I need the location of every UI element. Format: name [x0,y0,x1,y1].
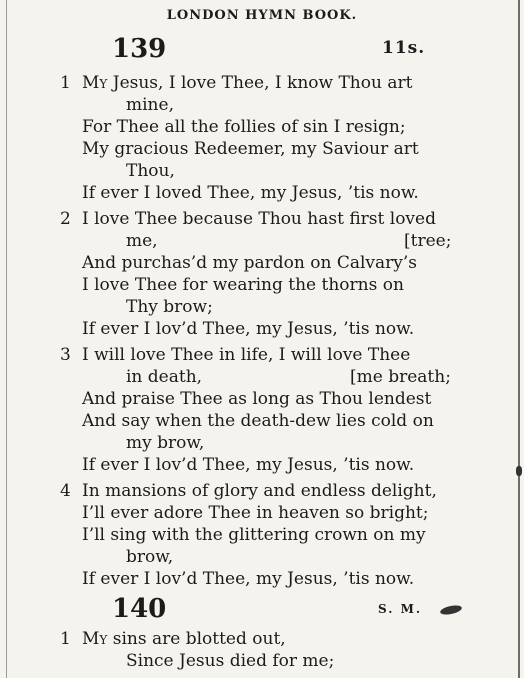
verse-line: I love Thee for wearing the thorns on [82,275,404,295]
verse-line: And praise Thee as long as Thou lendest [82,389,432,409]
verse-line: in death, [126,367,203,387]
verse-first-word: My [82,629,108,649]
verse-line-text: sins are blotted out, [107,629,286,649]
verse-number: 2 [60,209,71,229]
turnover-fragment: [tree; [404,231,452,251]
verse-line: My gracious Redeemer, my Saviour art [82,139,419,159]
verse-line: I’ll ever adore Thee in heaven so bright; [82,503,429,523]
verse-line: Thy brow; [126,297,213,317]
verse-number: 3 [60,345,71,365]
verse-line: In mansions of glory and endless delight, [82,481,437,501]
verse-line: For Thee all the follies of sin I resign; [82,117,406,137]
verse-line: If ever I lov’d Thee, my Jesus, ’tis now. [82,319,415,339]
hymn-number: 140 [112,594,167,624]
hymn-139-header [0,34,524,68]
hymn-meter: S. M. [378,602,423,616]
page-edge-left [6,0,7,678]
verse-line: my brow, [126,433,205,453]
verse-line: I will love Thee in life, I will love Thee [82,345,411,365]
running-head: LONDON HYMN BOOK. [166,8,358,23]
verse-number: 1 [60,629,71,649]
hymn-meter: 11s. [382,38,426,58]
verse-first-word: My [82,73,108,93]
ink-mark [516,466,522,476]
verse-line: brow, [126,547,174,567]
verse-line [82,72,412,94]
verse-line: mine, [126,95,174,115]
verse-line: me, [126,231,158,251]
verse-number: 4 [60,481,71,501]
hymn-number: 139 [112,34,167,64]
verse-line: I love Thee because Thou hast first loved [82,209,436,229]
verse-line: If ever I loved Thee, my Jesus, ’tis now. [82,183,419,203]
verse-number: 1 [60,73,71,93]
page-edge-right [518,0,520,678]
verse-line: If ever I lov’d Thee, my Jesus, ’tis now. [82,455,415,475]
verse-line [82,628,286,650]
verse-line: And say when the death-dew lies cold on [82,411,434,431]
verse-line: I’ll sing with the glittering crown on my [82,525,426,545]
verse-line: And purchas’d my pardon on Calvary’s [82,253,417,273]
verse-line: If ever I lov’d Thee, my Jesus, ’tis now. [82,569,415,589]
verse-line: Thou, [126,161,175,181]
verse-line: Since Jesus died for me; [126,651,335,671]
turnover-fragment: [me breath; [350,367,451,387]
verse-line-text: Jesus, I love Thee, I know Thou art [107,73,413,93]
